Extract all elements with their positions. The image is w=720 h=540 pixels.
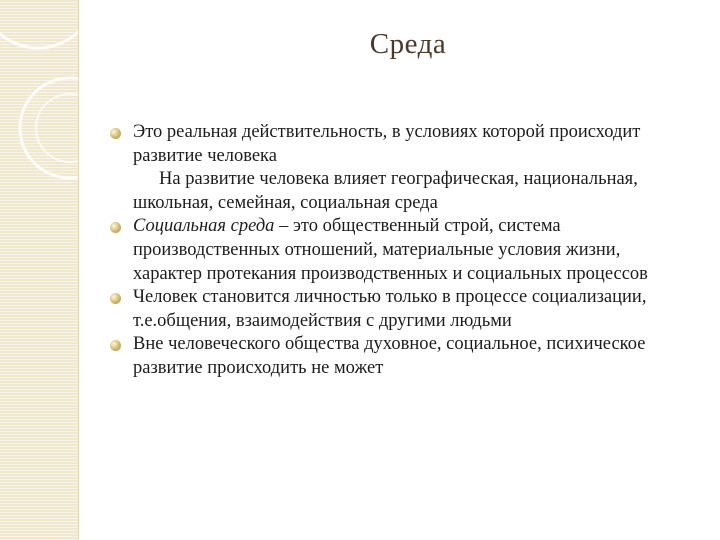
list-item (110, 121, 670, 168)
gold-circle-bullet-icon (110, 293, 121, 304)
gold-circle-bullet-icon (110, 340, 121, 351)
item-text: – это общественный строй, система производственных отношений, материальные условия жизни, характер протекания производственных и социальных процессов (133, 216, 648, 284)
list-paragraph (110, 168, 670, 215)
gold-circle-bullet-icon (110, 222, 121, 233)
slide-title: Среда (369, 28, 447, 60)
decorative-rings-icon (0, 0, 78, 540)
item-text: Человек становится личностью только в процессе социализации, т.е.общения, взаимодействия с другими людьми (133, 287, 647, 331)
item-text: Это реальная действительность, в условиях которой происходит развитие человека (133, 122, 641, 166)
item-text: Вне человеческого общества духовное, социальное, психическое развитие происходить не может (133, 334, 646, 378)
content-list (110, 121, 670, 381)
item-emphasis: Социальная среда (133, 216, 275, 237)
item-text: На развитие человека влияет географическая, национальная, школьная, семейная, социальная среда (133, 169, 638, 213)
list-item (110, 215, 670, 286)
list-item (110, 286, 670, 333)
gold-circle-bullet-icon (110, 128, 121, 139)
list-item (110, 333, 670, 380)
